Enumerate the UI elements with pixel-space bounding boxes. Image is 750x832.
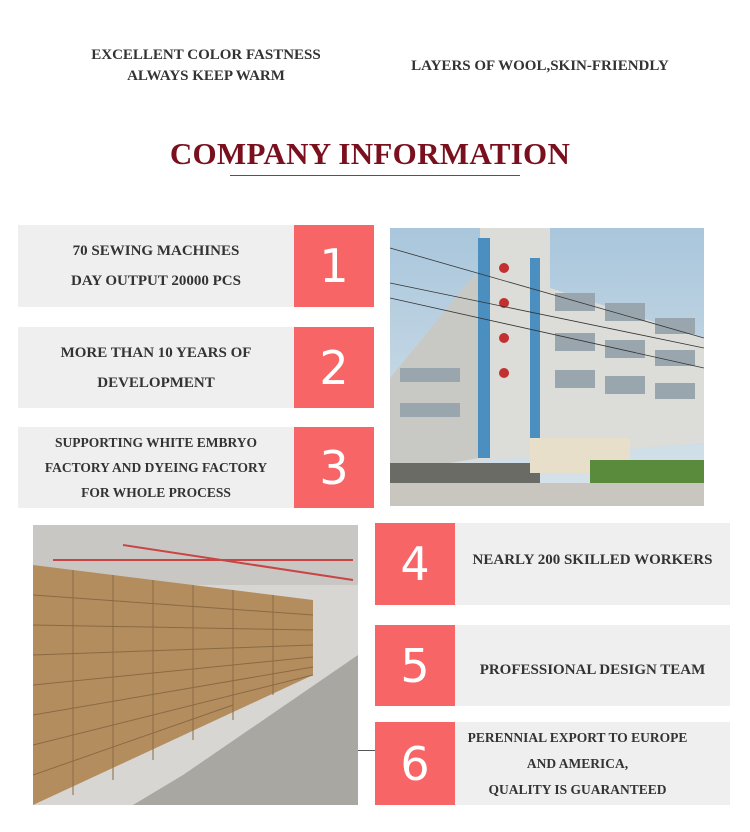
feature-number-4: 4 — [375, 523, 455, 605]
feature-text-4 — [455, 523, 730, 605]
tagline-line: ALWAYS KEEP WARM — [127, 68, 285, 84]
tagline-left — [66, 45, 346, 87]
feature-line: FACTORY AND DYEING FACTORY — [44, 460, 268, 475]
feature-line: DEVELOPMENT — [97, 374, 215, 391]
feature-text-3 — [18, 427, 294, 508]
page-title: COMPANY INFORMATION — [169, 136, 571, 171]
feature-line: 70 SEWING MACHINES — [72, 243, 240, 259]
feature-number-1: 1 — [294, 225, 374, 307]
feature-line: FOR WHOLE PROCESS — [81, 485, 231, 500]
feature-text-6 — [455, 722, 730, 805]
feature-line: AND AMERICA, — [526, 755, 629, 771]
feature-text-2 — [18, 327, 294, 408]
tagline-right: LAYERS OF WOOL,SKIN-FRIENDLY — [411, 58, 669, 74]
feature-line: DAY OUTPUT 20000 PCS — [71, 273, 241, 289]
feature-text-1 — [18, 225, 294, 307]
feature-line: NEARLY 200 SKILLED WORKERS — [472, 552, 713, 568]
title-underline — [230, 175, 520, 176]
feature-line: QUALITY IS GUARANTEED — [488, 781, 667, 797]
tagline-line: EXCELLENT COLOR FASTNESS — [91, 47, 321, 63]
connector-line — [358, 750, 375, 751]
factory-building-photo — [390, 228, 704, 506]
feature-line: SUPPORTING WHITE EMBRYO — [54, 435, 258, 450]
warehouse-photo — [33, 525, 358, 805]
feature-number-2: 2 — [294, 327, 374, 408]
feature-line: PERENNIAL EXPORT TO EUROPE — [467, 729, 688, 745]
feature-line: MORE THAN 10 YEARS OF — [60, 344, 252, 361]
feature-text-5 — [455, 625, 730, 706]
feature-number-6: 6 — [375, 722, 455, 805]
feature-line: PROFESSIONAL DESIGN TEAM — [479, 661, 706, 678]
feature-number-5: 5 — [375, 625, 455, 706]
feature-number-3: 3 — [294, 427, 374, 508]
